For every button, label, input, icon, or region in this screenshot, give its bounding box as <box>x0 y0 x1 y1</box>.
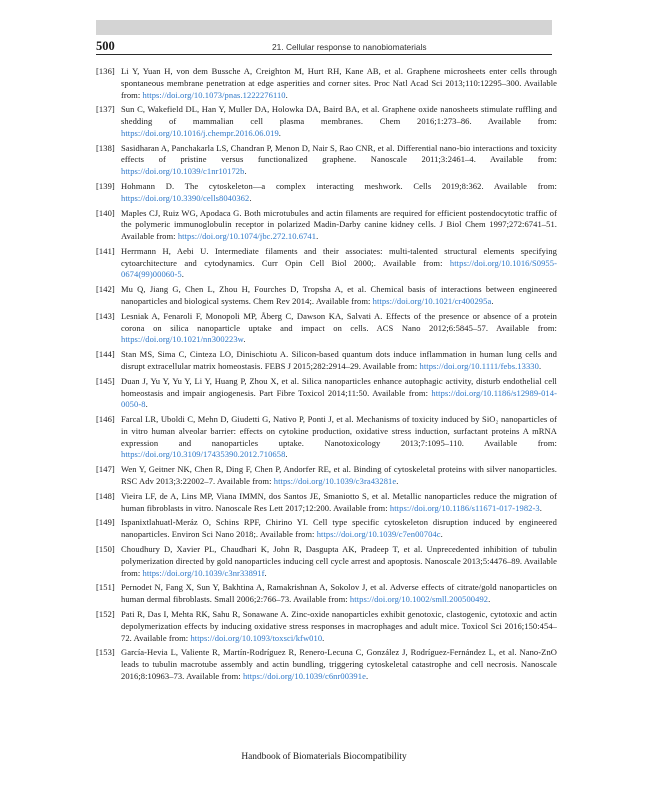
reference-doi-link[interactable]: https://doi.org/10.1186/s11671-017-1982-3 <box>389 502 540 513</box>
reference-entry <box>96 376 557 411</box>
reference-period: . <box>244 166 247 177</box>
reference-period: . <box>539 502 542 513</box>
reference-period: . <box>396 476 399 487</box>
reference-doi-link[interactable]: https://doi.org/10.1073/pnas.1222276110 <box>142 89 286 100</box>
reference-period: . <box>264 567 267 578</box>
reference-number: [148] <box>96 490 115 501</box>
reference-number: [145] <box>96 375 115 386</box>
reference-entry <box>96 544 557 579</box>
reference-number: [142] <box>96 284 115 295</box>
reference-doi-link[interactable]: https://doi.org/10.1016/S0955-0674(99)00060-5 <box>121 257 557 280</box>
reference-period: . <box>440 529 443 540</box>
reference-period: . <box>285 89 288 100</box>
reference-number: [140] <box>96 207 115 218</box>
reference-doi-link[interactable]: https://doi.org/10.1002/smll.200500492 <box>349 594 489 605</box>
reference-doi-link[interactable]: https://doi.org/10.1074/jbc.272.10.6741 <box>177 231 317 242</box>
reference-text: Lesniak A, Fenaroli F, Monopoli MP, Åberg C, Dawson KA, Salvati A. Effects of the presence or absence of a protein corona on silica nanoparticle uptake and impact on cells. ACS Nano 2012;6:5845–57. Available from: <box>121 310 557 333</box>
reference-period: . <box>249 192 252 203</box>
reference-number: [153] <box>96 647 115 658</box>
reference-number: [150] <box>96 544 115 555</box>
reference-text: Pernodet N, Fang X, Sun Y, Bakhtina A, Ramakrishnan A, Sokolov J, et al. Adverse effects of citrate/gold nanoparticles on human dermal fibroblasts. Small 2006;2:766–73. Available from: <box>121 582 557 605</box>
reference-period: . <box>491 296 494 307</box>
reference-entry <box>96 104 557 139</box>
reference-doi-link[interactable]: https://doi.org/10.1021/cr400295a <box>372 296 492 307</box>
reference-doi-link[interactable]: https://doi.org/10.1016/j.chempr.2016.06.019 <box>121 127 279 138</box>
reference-number: [149] <box>96 517 115 528</box>
reference-text: Sasidharan A, Panchakarla LS, Chandran P, Menon D, Nair S, Rao CNR, et al. Differential nano-bio interactions and toxicity effects of pristine versus functionalized graphene. Nanoscale 2011;3:2461–4. Available from: <box>121 142 557 165</box>
reference-entry <box>96 284 557 308</box>
book-title-footer: Handbook of Biomaterials Biocompatibility <box>241 752 407 762</box>
reference-text: Mu Q, Jiang G, Chen L, Zhou H, Fourches D, Tropsha A, et al. Chemical basis of interactions between engineered nanoparticles and biological systems. Chem Rev 2014;. Available from: <box>121 284 557 307</box>
reference-doi-link[interactable]: https://doi.org/10.1186/s12989-014-0050-8 <box>121 387 557 410</box>
reference-text: Vieira LF, de A, Lins MP, Viana IMMN, dos Santos JE, Smaniotto S, et al. Metallic nanoparticles reduce the migration of human fibroblasts in vitro. Nanoscale Res Lett 2017;12:200. Available from: <box>121 490 557 513</box>
reference-period: . <box>181 269 184 280</box>
reference-doi-link[interactable]: https://doi.org/10.1021/nn300223w <box>121 334 244 345</box>
reference-text: Wen Y, Geitner NK, Chen R, Ding F, Chen P, Andorfer RE, et al. Binding of cytoskeletal proteins with silver nanoparticles. RSC Adv 2013;3:22002–7. Available from: <box>121 464 557 487</box>
reference-number: [143] <box>96 310 115 321</box>
reference-text: Ispanixtlahuatl-Meráz O, Schins RPF, Chirino YI. Cell type specific cytoskeleton disruption induced by engineered nanoparticles. Environ Sci Nano 2018;. Available from: <box>121 517 557 540</box>
reference-entry <box>96 208 557 243</box>
reference-number: [146] <box>96 414 115 425</box>
reference-number: [144] <box>96 349 115 360</box>
reference-period: . <box>322 632 325 643</box>
reference-entry <box>96 311 557 346</box>
reference-entry <box>96 181 557 205</box>
reference-entry <box>96 143 557 178</box>
header-divider <box>96 54 552 55</box>
reference-period: . <box>488 594 491 605</box>
reference-doi-link[interactable]: https://doi.org/10.3109/17435390.2012.710658 <box>121 449 286 460</box>
reference-doi-link[interactable]: https://doi.org/10.1039/c1nr10172b <box>121 166 245 177</box>
reference-text: Li Y, Yuan H, von dem Bussche A, Creighton M, Hurt RH, Kane AB, et al. Graphene microsheets enter cells through spontaneous membrane penetration at edge asperities and corner sites. Proc Natl Acad Sci 2013;110:12295–300. Available from: <box>121 66 557 100</box>
reference-text: Sun C, Wakefield DL, Han Y, Muller DA, Holowka DA, Baird BA, et al. Graphene oxide nanosheets stimulate ruffling and shedding of mammalian cell plasma membranes. Chem 2016;1:273–86. Available from: <box>121 104 557 127</box>
reference-period: . <box>285 449 288 460</box>
reference-number: [138] <box>96 142 115 153</box>
reference-entry <box>96 414 557 461</box>
reference-entry <box>96 647 557 682</box>
reference-text: Farcal LR, Uboldi C, Mehn D, Giudetti G, Nativo P, Ponti J, et al. Mechanisms of toxicity induced by SiO₂ nanoparticles of in vitro human alveolar barrier: effects on cytokine production, oxidative stress induction, surfactant proteins A mRNA expression and nanoparticles uptake. Nanotoxicology 2013;7:1095–110. Available from: <box>121 414 557 448</box>
reference-text: Hohmann D. The cytoskeleton—a complex interacting meshwork. Cells 2019;8:362. Available from: <box>121 181 557 192</box>
reference-text: Choudhury D, Xavier PL, Chaudhari K, John R, Dasgupta AK, Pradeep T, et al. Unprecedented inhibition of tubulin polymerization directed by gold nanoparticles inducing cell cycle arrest and apoptosis. Nanoscale 2013;5:4476–89. Available from: <box>121 544 557 578</box>
reference-number: [151] <box>96 582 115 593</box>
reference-period: . <box>243 334 246 345</box>
reference-doi-link[interactable]: https://doi.org/10.1039/c7en00704c <box>316 529 441 540</box>
reference-doi-link[interactable]: https://doi.org/10.1111/febs.13330 <box>419 361 539 371</box>
reference-doi-link[interactable]: https://doi.org/10.1039/c6nr00391e <box>242 670 366 681</box>
page-number: 500 <box>96 39 115 53</box>
header-bar <box>96 20 552 35</box>
reference-number: [139] <box>96 181 115 192</box>
reference-number: [137] <box>96 104 115 115</box>
reference-entry <box>96 246 557 281</box>
reference-text: Maples CJ, Ruiz WG, Apodaca G. Both microtubules and actin filaments are required for efficient postendocytotic traffic of the polymeric immunoglobulin receptor in polarized Madin-Darby canine kidney cells. J Biol Chem 1997;272:6741–51. Available from: <box>121 207 557 242</box>
reference-doi-link[interactable]: https://doi.org/10.3390/cells8040362 <box>121 192 250 203</box>
reference-entry <box>96 464 557 488</box>
chapter-title: 21. Cellular response to nanobiomaterials <box>272 42 427 52</box>
reference-text: Duan J, Yu Y, Yu Y, Li Y, Huang P, Zhou X, et al. Silica nanoparticles enhance autophagic activity, disturb endothelial cell homeostasis and impair angiogenesis. Part Fibre Toxicol 2014;11:50. Available from: <box>121 375 557 398</box>
reference-number: [141] <box>96 245 115 256</box>
reference-entry <box>96 582 557 606</box>
reference-entry <box>96 491 557 515</box>
reference-period: . <box>145 399 148 410</box>
reference-period: . <box>365 670 369 681</box>
reference-doi-link[interactable]: https://doi.org/10.1093/toxsci/kfw010 <box>190 632 323 643</box>
reference-entry <box>96 609 557 644</box>
reference-period: . <box>538 361 542 371</box>
reference-entry <box>96 66 557 101</box>
reference-text: Herrmann H, Aebi U. Intermediate filaments and their associates: multi-talented structural elements specifying cytoarchitecture and cytodynamics. Curr Opin Cell Biol 2000;. Available from: <box>121 245 557 268</box>
reference-doi-link[interactable]: https://doi.org/10.1039/c3nr33891f <box>142 567 265 578</box>
reference-number: [147] <box>96 464 115 475</box>
reference-doi-link[interactable]: https://doi.org/10.1039/c3ra43281e <box>273 476 397 487</box>
reference-number: [136] <box>96 66 115 76</box>
reference-entry <box>96 349 557 373</box>
reference-entry <box>96 517 557 541</box>
reference-number: [152] <box>96 609 115 619</box>
reference-list <box>96 66 557 686</box>
reference-text: García-Hevia L, Valiente R, Martín-Rodríguez R, Renero-Lecuna C, González J, Rodríguez-Fernández L, et al. Nano-ZnO leads to tubulin macrotube assembly and actin bundling, triggering cytoskeletal catastrophe and cell necrosis. Nanoscale 2016;8:10963–73. Available from: <box>121 647 557 681</box>
reference-period: . <box>278 127 281 138</box>
reference-period: . <box>316 231 319 242</box>
reference-text: Pati R, Das I, Mehta RK, Sahu R, Sonawane A. Zinc-oxide nanoparticles exhibit genotoxic, clastogenic, cytotoxic and actin depolymerization effects by inducing oxidative stress responses in macrophages and adult mice. Toxicol Sci 2016;150:454–72. Available from: <box>121 609 557 643</box>
reference-text: Stan MS, Sima C, Cinteza LO, Dinischiotu A. Silicon-based quantum dots induce inflammation in human lung cells and disrupt extracellular matrix homeostasis. FEBS J 2015;282:2914–29. Available from: <box>121 349 557 371</box>
